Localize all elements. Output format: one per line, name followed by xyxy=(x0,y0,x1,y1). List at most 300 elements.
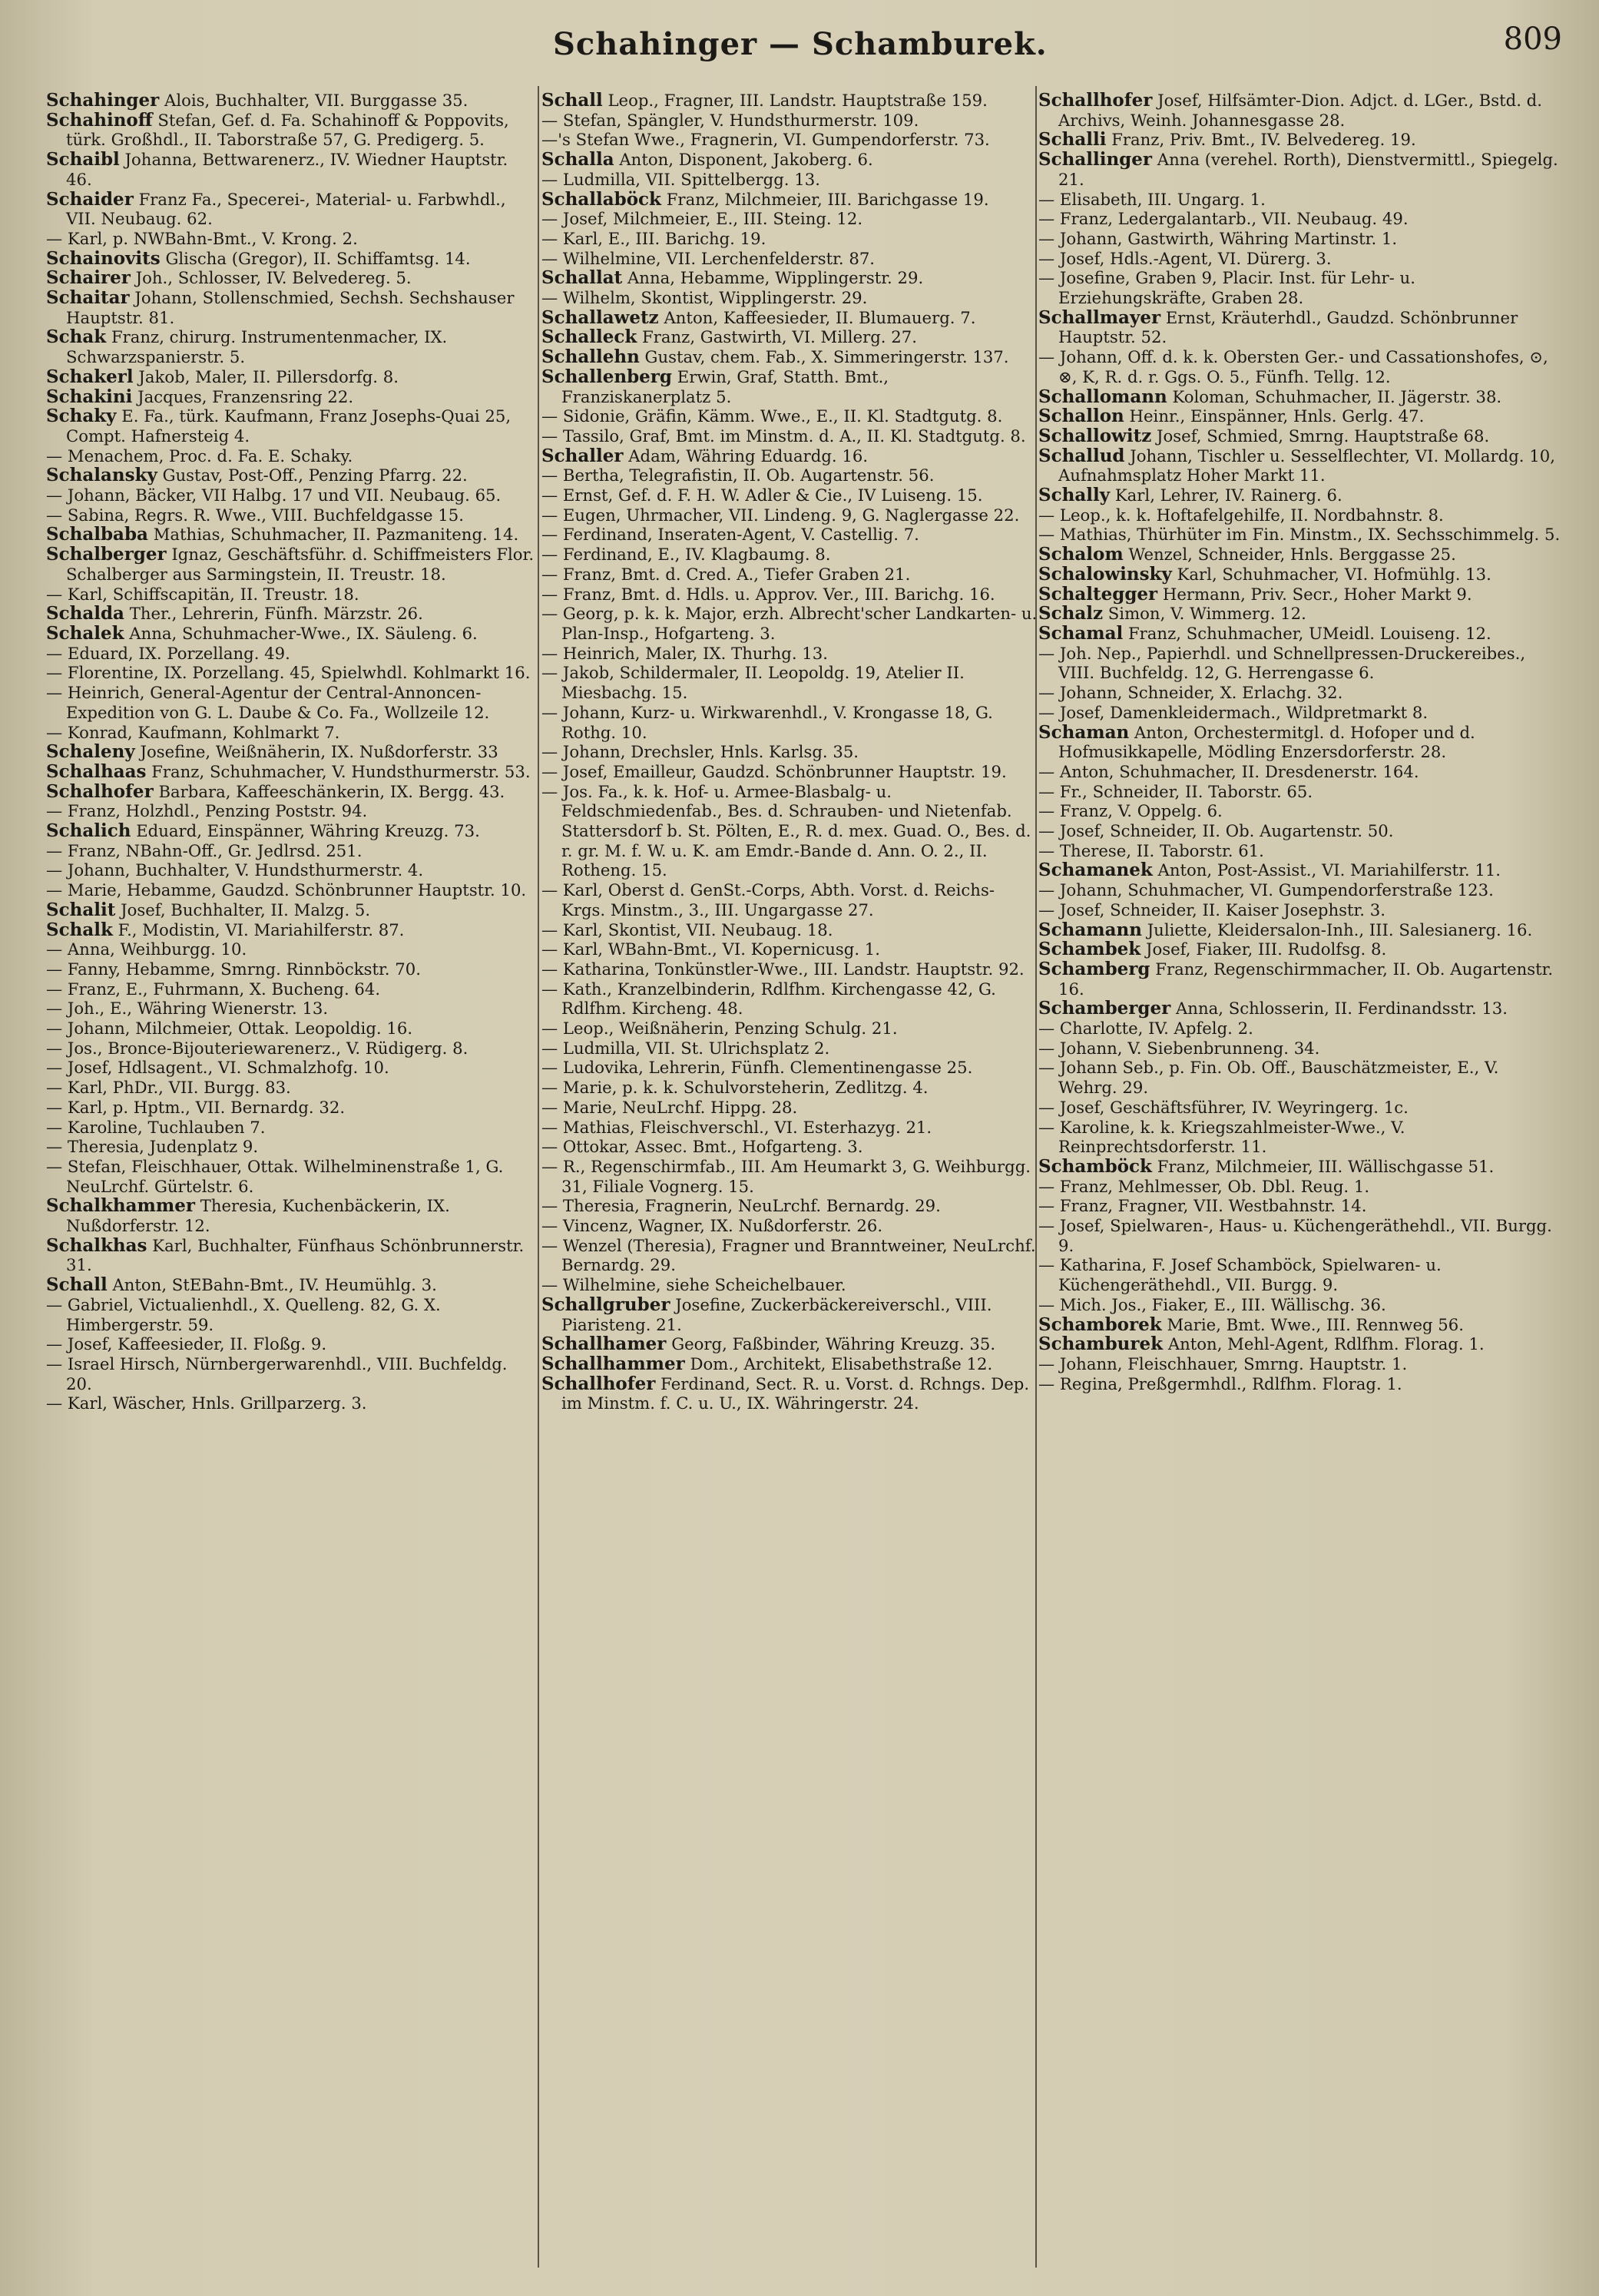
directory-entry xyxy=(540,880,1038,919)
directory-entry xyxy=(1037,860,1562,880)
entry-details: — Johann, Schneider, X. Erlachg. 32. xyxy=(1038,683,1343,703)
directory-entry xyxy=(1037,150,1562,189)
directory-entry xyxy=(1037,1098,1562,1118)
directory-entry xyxy=(1037,347,1562,386)
entry-details: — Menachem, Proc. d. Fa. E. Schaky. xyxy=(46,446,353,465)
entry-details: — Konrad, Kaufmann, Kohlmarkt 7. xyxy=(46,722,340,742)
entry-surname: Schamberger xyxy=(1038,998,1171,1019)
directory-entry xyxy=(1037,485,1562,505)
entry-details: — Kath., Kranzelbinderin, Rdlfhm. Kirchengasse 42, G. Rdlfhm. Kircheng. 48. xyxy=(541,979,996,1019)
directory-entry xyxy=(540,268,1038,288)
directory-entry xyxy=(540,1196,1038,1216)
directory-entry xyxy=(1037,91,1562,130)
entry-details: Franz, Milchmeier, III. Barichgasse 19. xyxy=(666,189,989,209)
entry-details: Karl, Buchhalter, Fünfhaus Schönbrunnerstr. 31. xyxy=(66,1235,525,1275)
directory-entry xyxy=(1037,1374,1562,1394)
directory-entry xyxy=(45,1157,536,1196)
directory-entry xyxy=(45,821,536,841)
entry-details: — Heinrich, Maler, IX. Thurhg. 13. xyxy=(541,643,829,663)
directory-entry xyxy=(1037,841,1562,861)
entry-details: — Heinrich, General-Agentur der Central-Annoncen-Expedition von G. L. Daube & Co. Fa., Wollzeile 12. xyxy=(46,683,490,722)
directory-entry xyxy=(1037,130,1562,150)
entry-details: — Ludovika, Lehrerin, Fünfh. Clementinengasse 25. xyxy=(541,1058,973,1078)
directory-entry xyxy=(45,1354,536,1393)
directory-entry xyxy=(1037,644,1562,683)
directory-entry xyxy=(1037,683,1562,703)
entry-surname: Schahinger xyxy=(46,91,160,111)
entry-surname: Schallehn xyxy=(541,346,640,368)
directory-entry xyxy=(1037,545,1562,565)
entry-surname: Schallowitz xyxy=(1038,425,1152,446)
entry-details: — Jos. Fa., k. k. Hof- u. Armee-Blasbalg- u. Feldschmiedenfab., Bes. d. Schrauben- und Nietenfab. Stattersdorf b. St. Pölten, E., R. d. mex. Guad. O., Bes. d. r. gr. M. f. W. u. K. am Emdr.-Bande d. Ann. O. 2., II. Rotheng. 15. xyxy=(541,781,1031,880)
directory-entry xyxy=(45,782,536,802)
entry-details: Josef, Buchhalter, II. Malzg. 5. xyxy=(121,900,371,919)
entry-surname: Schallhofer xyxy=(541,1373,656,1394)
entry-details: Wenzel, Schneider, Hnls. Berggasse 25. xyxy=(1128,545,1456,565)
entry-details: Juliette, Kleidersalon-Inh., III. Salesianerg. 16. xyxy=(1147,919,1533,939)
entry-details: — Franz, E., Fuhrmann, X. Bucheng. 64. xyxy=(46,979,381,999)
entry-details: Franz, chirurg. Instrumentenmacher, IX. Schwarzspanierstr. 5. xyxy=(66,327,448,367)
entry-details: — Karl, p. Hptm., VII. Bernardg. 32. xyxy=(46,1097,346,1117)
directory-entry xyxy=(45,367,536,387)
entry-details: — Elisabeth, III. Ungarg. 1. xyxy=(1038,189,1266,209)
entry-details: — Franz, V. Oppelg. 6. xyxy=(1038,801,1223,821)
entry-details: Jacques, Franzensring 22. xyxy=(137,386,354,406)
directory-entry xyxy=(540,426,1038,446)
entry-details: — Karl, Skontist, VII. Neubaug. 18. xyxy=(541,919,833,939)
directory-entry xyxy=(1037,268,1562,307)
entry-surname: Schallhamer xyxy=(541,1334,667,1355)
entry-details: Josefine, Zuckerbäckereiverschl., VIII. Piaristeng. 21. xyxy=(561,1294,992,1334)
entry-details: Anton, Kaffeesieder, II. Blumauerg. 7. xyxy=(664,307,976,327)
entry-details: — Jakob, Schildermaler, II. Leopoldg. 19, Atelier II. Miesbachg. 15. xyxy=(541,663,965,703)
directory-entry xyxy=(540,762,1038,782)
directory-entry xyxy=(540,485,1038,505)
directory-entry xyxy=(540,1295,1038,1334)
entry-details: Gustav, chem. Fab., X. Simmeringerstr. 137. xyxy=(644,347,1009,367)
directory-entry xyxy=(45,1058,536,1078)
directory-entry xyxy=(540,1275,1038,1295)
entry-details: Franz, Gastwirth, VI. Millerg. 27. xyxy=(642,327,917,347)
directory-entry xyxy=(1037,426,1562,446)
entry-details: Anton, StEBahn-Bmt., IV. Heumühlg. 3. xyxy=(112,1275,437,1295)
entry-surname: Schalom xyxy=(1038,544,1124,565)
directory-entry xyxy=(1037,1216,1562,1255)
entry-details: — Eugen, Uhrmacher, VII. Lindeng. 9, G. Naglergasse 22. xyxy=(541,505,1020,525)
directory-entry xyxy=(540,1137,1038,1157)
directory-entry xyxy=(1037,406,1562,426)
directory-entry xyxy=(1037,900,1562,920)
entry-details: Adam, Währing Eduardg. 16. xyxy=(628,446,869,465)
directory-entry xyxy=(45,841,536,861)
entry-surname: Schallat xyxy=(541,267,623,289)
entry-details: Koloman, Schuhmacher, II. Jägerstr. 38. xyxy=(1172,386,1502,406)
directory-entry xyxy=(45,683,536,722)
directory-entry xyxy=(540,1354,1038,1374)
directory-entry xyxy=(45,1393,536,1413)
entry-surname: Schak xyxy=(46,326,107,348)
entry-surname: Schamal xyxy=(1038,622,1124,644)
entry-details: — Josef, Emailleur, Gaudzd. Schönbrunner Hauptstr. 19. xyxy=(541,761,1007,781)
directory-entry xyxy=(1037,1295,1562,1315)
entry-details: Anton, Disponent, Jakoberg. 6. xyxy=(619,150,873,170)
directory-entry xyxy=(1037,505,1562,525)
entry-details: — Josef, Schneider, II. Ob. Augartenstr. 50. xyxy=(1038,821,1394,841)
entry-details: — Wilhelm, Skontist, Wipplingerstr. 29. xyxy=(541,288,868,308)
entry-details: Georg, Faßbinder, Währing Kreuzg. 35. xyxy=(671,1334,996,1354)
entry-surname: Schamann xyxy=(1038,919,1142,940)
entry-surname: Schallgruber xyxy=(541,1294,670,1315)
entry-details: Josef, Fiaker, III. Rudolfsg. 8. xyxy=(1145,939,1387,959)
entry-details: Alois, Buchhalter, VII. Burggasse 35. xyxy=(164,91,468,110)
directory-entry xyxy=(45,1098,536,1118)
page-number: 809 xyxy=(1503,22,1562,57)
entry-details: Johann, Stollenschmied, Sechsh. Sechshauser Hauptstr. 81. xyxy=(66,288,515,327)
directory-entry xyxy=(1037,565,1562,585)
entry-surname: Schallhammer xyxy=(541,1353,685,1374)
entry-surname: Schalhaas xyxy=(46,760,147,782)
entry-details: Theresia, Kuchenbäckerin, IX. Nußdorferstr. 12. xyxy=(66,1196,450,1236)
entry-details: — Florentine, IX. Porzellang. 45, Spielwhdl. Kohlmarkt 16. xyxy=(46,663,531,683)
directory-entry xyxy=(540,1019,1038,1039)
entry-surname: Schallud xyxy=(1038,445,1125,466)
directory-entry xyxy=(45,742,536,762)
directory-entry xyxy=(45,288,536,327)
entry-details: — Theresia, Judenplatz 9. xyxy=(46,1137,259,1157)
entry-surname: Schalbaba xyxy=(46,524,148,545)
directory-entry xyxy=(45,585,536,605)
entry-surname: Schalli xyxy=(1038,129,1107,151)
entry-details: — Karl, PhDr., VII. Burgg. 83. xyxy=(46,1078,291,1098)
directory-entry xyxy=(45,249,536,269)
entry-details: Leop., Fragner, III. Landstr. Hauptstraße 159. xyxy=(607,91,988,110)
directory-entry xyxy=(1037,446,1562,485)
directory-entry xyxy=(540,663,1038,702)
entry-details: Jakob, Maler, II. Pillersdorfg. 8. xyxy=(138,366,399,386)
entry-details: Josef, Schmied, Smrng. Hauptstraße 68. xyxy=(1157,426,1490,446)
entry-details: — Josef, Spielwaren-, Haus- u. Küchengeräthehdl., VII. Burgg. 9. xyxy=(1038,1216,1552,1255)
entry-details: — Ernst, Gef. d. F. H. W. Adler & Cie., IV Luiseng. 15. xyxy=(541,485,983,505)
directory-entry xyxy=(45,920,536,940)
directory-entry xyxy=(45,604,536,624)
directory-entry xyxy=(1037,1157,1562,1177)
entry-details: — Johann, Schuhmacher, VI. Gumpendorferstraße 123. xyxy=(1038,880,1494,900)
entry-details: Ther., Lehrerin, Fünfh. Märzstr. 26. xyxy=(129,604,423,624)
entry-surname: Schaleny xyxy=(46,741,135,763)
directory-entry xyxy=(540,505,1038,525)
entry-details: — Mathias, Thürhüter im Fin. Minstm., IX. Sechsschimmelg. 5. xyxy=(1038,525,1561,545)
directory-entry xyxy=(1037,1315,1562,1335)
entry-details: — Josef, Schneider, II. Kaiser Josephstr. 3. xyxy=(1038,900,1385,919)
entry-details: Heinr., Einspänner, Hnls. Gerlg. 47. xyxy=(1129,406,1425,426)
column-1 xyxy=(45,91,536,2280)
entry-details: — Franz, Bmt. d. Cred. A., Tiefer Graben 21. xyxy=(541,564,911,584)
entry-surname: Schallinger xyxy=(1038,149,1153,171)
entry-surname: Schaider xyxy=(46,188,134,210)
directory-entry xyxy=(1037,1255,1562,1294)
entry-details: — Karoline, k. k. Kriegszahlmeister-Wwe., V. Reinprechtsdorferstr. 11. xyxy=(1038,1117,1405,1157)
entry-details: — Bertha, Telegrafistin, II. Ob. Augartenstr. 56. xyxy=(541,465,935,485)
directory-entry xyxy=(1037,880,1562,900)
entry-surname: Schalz xyxy=(1038,603,1104,625)
directory-entry xyxy=(1037,308,1562,347)
entry-details: Anna, Hebamme, Wipplingerstr. 29. xyxy=(627,268,924,288)
entry-details: Anton, Orchestermitgl. d. Hofoper und d. Hofmusikkapelle, Mödling Enzersdorferstr. 28. xyxy=(1058,722,1475,762)
directory-entry xyxy=(540,446,1038,466)
directory-entry xyxy=(1037,229,1562,249)
directory-entry xyxy=(45,1078,536,1098)
directory-entry xyxy=(1037,801,1562,821)
entry-details: — Karl, WBahn-Bmt., VI. Kopernicusg. 1. xyxy=(541,939,881,959)
entry-details: — Josef, Hdls.-Agent, VI. Dürerg. 3. xyxy=(1038,248,1332,268)
entry-surname: Schallomann xyxy=(1038,386,1167,407)
entry-details: Johanna, Bettwarenerz., IV. Wiedner Hauptstr. 46. xyxy=(66,150,508,189)
entry-details: Stefan, Gef. d. Fa. Schahinoff & Poppovits, türk. Großhdl., II. Taborstraße 57, G. Predigerg. 5. xyxy=(66,110,509,150)
entry-surname: Schakerl xyxy=(46,366,134,387)
entry-surname: Schamborek xyxy=(1038,1314,1162,1335)
directory-entry xyxy=(540,406,1038,426)
entry-details: — Ottokar, Assec. Bmt., Hofgarteng. 3. xyxy=(541,1137,863,1157)
directory-entry xyxy=(1037,959,1562,999)
entry-details: — Mich. Jos., Fiaker, E., III. Wällischg. 36. xyxy=(1038,1294,1386,1314)
entry-details: Eduard, Einspänner, Währing Kreuzg. 73. xyxy=(136,821,480,841)
entry-details: — Franz, Fragner, VII. Westbahnstr. 14. xyxy=(1038,1196,1367,1216)
entry-surname: Schalla xyxy=(541,149,614,171)
entry-details: Joh., Schlosser, IV. Belvedereg. 5. xyxy=(135,268,412,288)
entry-surname: Schalowinsky xyxy=(1038,563,1172,585)
directory-entry xyxy=(1037,1177,1562,1197)
directory-entry xyxy=(45,1295,536,1334)
directory-entry xyxy=(45,1137,536,1157)
entry-details: — Franz, Bmt. d. Hdls. u. Approv. Ver., III. Barichg. 16. xyxy=(541,584,995,604)
entry-surname: Schalit xyxy=(46,899,116,920)
directory-entry xyxy=(540,979,1038,1019)
entry-surname: Schalkhammer xyxy=(46,1195,195,1217)
directory-entry xyxy=(540,150,1038,170)
directory-entry xyxy=(1037,190,1562,210)
entry-details: — Wenzel (Theresia), Fragner und Branntweiner, NeuLrchf. Bernardg. 29. xyxy=(541,1235,1036,1275)
entry-details: — Johann, Buchhalter, V. Hundsthurmerstr. 4. xyxy=(46,860,424,880)
directory-entry xyxy=(45,111,536,150)
directory-entry xyxy=(540,91,1038,111)
entry-surname: Schaibl xyxy=(46,149,120,171)
directory-entry xyxy=(1037,387,1562,407)
directory-entry xyxy=(540,347,1038,367)
entry-details: — Georg, p. k. k. Major, erzh. Albrecht'scher Landkarten- u. Plan-Insp., Hofgarteng. 3. xyxy=(541,604,1038,643)
entry-details: — Israel Hirsch, Nürnbergerwarenhdl., VIII. Buchfeldg. 20. xyxy=(46,1354,508,1393)
entry-surname: Schallmayer xyxy=(1038,306,1161,328)
directory-entry xyxy=(1037,782,1562,802)
entry-details: — Johann, Bäcker, VII Halbg. 17 und VII. Neubaug. 65. xyxy=(46,485,502,505)
entry-details: Anna, Schuhmacher-Wwe., IX. Säuleng. 6. xyxy=(129,623,478,643)
directory-entry xyxy=(45,1275,536,1295)
entry-surname: Schamböck xyxy=(1038,1155,1152,1177)
entry-details: — Josef, Milchmeier, E., III. Steing. 12. xyxy=(541,209,863,229)
directory-entry xyxy=(45,979,536,999)
directory-entry xyxy=(540,1098,1038,1118)
directory-entry xyxy=(540,604,1038,643)
directory-entry xyxy=(45,406,536,446)
directory-entry xyxy=(1037,821,1562,841)
directory-entry xyxy=(540,644,1038,664)
entry-details: — Jos., Bronce-Bijouteriewarenerz., V. Rüdigerg. 8. xyxy=(46,1038,468,1058)
directory-entry xyxy=(540,1216,1038,1236)
entry-surname: Schallenberg xyxy=(541,366,672,387)
entry-surname: Schally xyxy=(1038,485,1111,506)
entry-surname: Schalhofer xyxy=(46,780,154,802)
entry-surname: Schaitar xyxy=(46,287,130,309)
entry-details: Karl, Lehrer, IV. Rainerg. 6. xyxy=(1114,485,1342,505)
entry-details: Barbara, Kaffeeschänkerin, IX. Bergg. 43. xyxy=(158,781,505,801)
entry-details: — Johann, Off. d. k. k. Obersten Ger.- und Cassationshofes, ⊙, ⊗, K, R. d. r. Ggs. O. 5., Fünfh. Tellg. 12. xyxy=(1038,347,1548,386)
directory-entry xyxy=(540,130,1038,150)
entry-surname: Schalich xyxy=(46,820,131,842)
entry-details: — Stefan, Spängler, V. Hundsthurmerstr. 109. xyxy=(541,110,919,130)
entry-details: — Joh., E., Währing Wienerstr. 13. xyxy=(46,999,329,1019)
entry-details: — Leop., Weißnäherin, Penzing Schulg. 21. xyxy=(541,1019,898,1039)
entry-details: — Wilhelmine, VII. Lerchenfelderstr. 87. xyxy=(541,248,876,268)
directory-entry xyxy=(45,959,536,979)
entry-surname: Schalek xyxy=(46,622,124,644)
entry-details: Glischa (Gregor), II. Schiffamtsg. 14. xyxy=(165,248,471,268)
directory-entry xyxy=(45,545,536,584)
directory-entry xyxy=(45,860,536,880)
page-header xyxy=(0,22,1599,68)
entry-details: — Stefan, Fleischhauer, Ottak. Wilhelminenstraße 1, G. NeuLrchf. Gürtelstr. 6. xyxy=(46,1156,504,1196)
entry-details: Simon, V. Wimmerg. 12. xyxy=(1107,604,1306,624)
directory-entry xyxy=(1037,1039,1562,1059)
entry-details: — Marie, p. k. k. Schulvorsteherin, Zedlitzg. 4. xyxy=(541,1078,929,1098)
entry-surname: Schalberger xyxy=(46,544,167,565)
directory-entry xyxy=(45,229,536,249)
entry-surname: Schallhofer xyxy=(1038,91,1153,111)
directory-entry xyxy=(540,1236,1038,1275)
directory-entry xyxy=(1037,585,1562,605)
directory-entry xyxy=(1037,624,1562,644)
entry-details: — Marie, Hebamme, Gaudzd. Schönbrunner Hauptstr. 10. xyxy=(46,880,527,900)
entry-surname: Schalkhas xyxy=(46,1234,147,1256)
directory-entry xyxy=(1037,762,1562,782)
entry-details: Erwin, Graf, Statth. Bmt., Franziskanerplatz 5. xyxy=(561,366,889,406)
entry-details: — Franz, Mehlmesser, Ob. Dbl. Reug. 1. xyxy=(1038,1176,1370,1196)
directory-entry xyxy=(1037,703,1562,723)
directory-entry xyxy=(1037,1354,1562,1374)
directory-entry xyxy=(45,624,536,644)
entry-details: — Karl, Wäscher, Hnls. Grillparzerg. 3. xyxy=(46,1393,367,1413)
entry-details: — Katharina, F. Josef Schamböck, Spielwaren- u. Küchengeräthehdl., VII. Burgg. 9. xyxy=(1038,1255,1442,1295)
entry-details: — Johann, Gastwirth, Währing Martinstr. 1. xyxy=(1038,228,1398,248)
directory-entry xyxy=(45,723,536,743)
entry-details: — Johann, Kurz- u. Wirkwarenhdl., V. Krongasse 18, G. Rothg. 10. xyxy=(541,702,993,742)
page-title: Schahinger — Schamburek. xyxy=(553,26,1048,62)
directory-entry xyxy=(540,939,1038,959)
entry-details: — Ferdinand, Inseraten-Agent, V. Castellig. 7. xyxy=(541,525,919,545)
directory-entry xyxy=(540,1374,1038,1413)
entry-surname: Schainovits xyxy=(46,247,161,269)
entry-surname: Schallaböck xyxy=(541,188,661,210)
directory-entry xyxy=(45,268,536,288)
entry-details: — Johann Seb., p. Fin. Ob. Off., Bauschätzmeister, E., V. Wehrg. 29. xyxy=(1038,1058,1499,1098)
directory-entry xyxy=(540,367,1038,406)
entry-details: — Johann, Milchmeier, Ottak. Leopoldig. 16. xyxy=(46,1019,413,1039)
directory-entry xyxy=(1037,1334,1562,1354)
directory-entry xyxy=(45,387,536,407)
directory-entry xyxy=(45,1236,536,1275)
directory-entry xyxy=(45,485,536,505)
directory-entry xyxy=(540,229,1038,249)
directory-entry xyxy=(540,1078,1038,1098)
entry-surname: Schallawetz xyxy=(541,306,659,328)
entry-details: Ignaz, Geschäftsführ. d. Schiffmeisters Flor. Schalberger aus Sarmingstein, II. Treustr. 18. xyxy=(66,545,535,584)
entry-surname: Schahinoff xyxy=(46,109,153,131)
directory-entry xyxy=(540,703,1038,742)
entry-details: Marie, Bmt. Wwe., III. Rennweg 56. xyxy=(1167,1314,1465,1334)
entry-details: — Katharina, Tonkünstler-Wwe., III. Landstr. Hauptstr. 92. xyxy=(541,959,1025,979)
directory-entry xyxy=(1037,1118,1562,1157)
directory-entry xyxy=(45,525,536,545)
directory-entry xyxy=(45,1334,536,1354)
directory-entry xyxy=(540,288,1038,308)
entry-details: — Sabina, Regrs. R. Wwe., VIII. Buchfeldgasse 15. xyxy=(46,505,464,525)
directory-entry xyxy=(45,150,536,189)
directory-entry xyxy=(540,782,1038,881)
entry-details: Franz, Schuhmacher, V. Hundsthurmerstr. 53. xyxy=(151,761,531,781)
directory-entry xyxy=(1037,209,1562,229)
entry-details: — Eduard, IX. Porzellang. 49. xyxy=(46,643,290,663)
entry-surname: Schaller xyxy=(541,445,624,466)
directory-entry xyxy=(45,91,536,111)
entry-surname: Schallon xyxy=(1038,406,1124,427)
entry-details: F., Modistin, VI. Mariahilferstr. 87. xyxy=(118,919,405,939)
entry-details: Mathias, Schuhmacher, II. Pazmaniteng. 14. xyxy=(153,525,519,545)
directory-entry xyxy=(540,1039,1038,1059)
entry-details: Hermann, Priv. Secr., Hoher Markt 9. xyxy=(1162,584,1472,604)
directory-entry xyxy=(1037,723,1562,762)
directory-entry xyxy=(1037,999,1562,1019)
directory-entry xyxy=(45,939,536,959)
directory-entry xyxy=(1037,1019,1562,1039)
entry-details: — Leop., k. k. Hoftafelgehilfe, II. Nordbahnstr. 8. xyxy=(1038,505,1444,525)
entry-details: — Fanny, Hebamme, Smrng. Rinnböckstr. 70. xyxy=(46,959,421,979)
entry-details: — Ferdinand, E., IV. Klagbaumg. 8. xyxy=(541,545,831,565)
directory-entry xyxy=(45,663,536,683)
entry-details: — Josef, Hdlsagent., VI. Schmalzhofg. 10. xyxy=(46,1058,389,1078)
entry-details: — Karl, Oberst d. GenSt.-Corps, Abth. Vorst. d. Reichs-Krgs. Minstm., 3., III. Ungargasse 27. xyxy=(541,880,995,919)
entry-details: Dom., Architekt, Elisabethstraße 12. xyxy=(690,1354,993,1373)
entry-details: — Josef, Damenkleidermach., Wildpretmarkt 8. xyxy=(1038,702,1429,722)
entry-details: — Franz, Ledergalantarb., VII. Neubaug. 49. xyxy=(1038,209,1409,229)
directory-entry xyxy=(540,585,1038,605)
entry-details: Anna, Schlosserin, II. Ferdinandsstr. 13. xyxy=(1176,999,1508,1019)
directory-entry xyxy=(45,446,536,466)
directory-entry xyxy=(1037,1058,1562,1097)
directory-entry xyxy=(540,465,1038,485)
directory-entry xyxy=(540,249,1038,269)
entry-details: Franz Fa., Specerei-, Material- u. Farbwhdl., VII. Neubaug. 62. xyxy=(66,189,506,229)
directory-entry xyxy=(540,111,1038,131)
entry-details: Franz, Schuhmacher, UMeidl. Louiseng. 12. xyxy=(1127,623,1491,643)
directory-entry xyxy=(45,644,536,664)
directory-entry xyxy=(45,1019,536,1039)
directory-entry xyxy=(1037,525,1562,545)
directory-entry xyxy=(540,170,1038,190)
directory-entry xyxy=(45,801,536,821)
entry-details: — Karl, p. NWBahn-Bmt., V. Krong. 2. xyxy=(46,228,358,248)
entry-details: Josefine, Weißnäherin, IX. Nußdorferstr. 33 xyxy=(140,742,498,762)
entry-details: — Vincenz, Wagner, IX. Nußdorferstr. 26. xyxy=(541,1216,883,1236)
entry-details: — Charlotte, IV. Apfelg. 2. xyxy=(1038,1019,1253,1039)
directory-entry xyxy=(1037,920,1562,940)
